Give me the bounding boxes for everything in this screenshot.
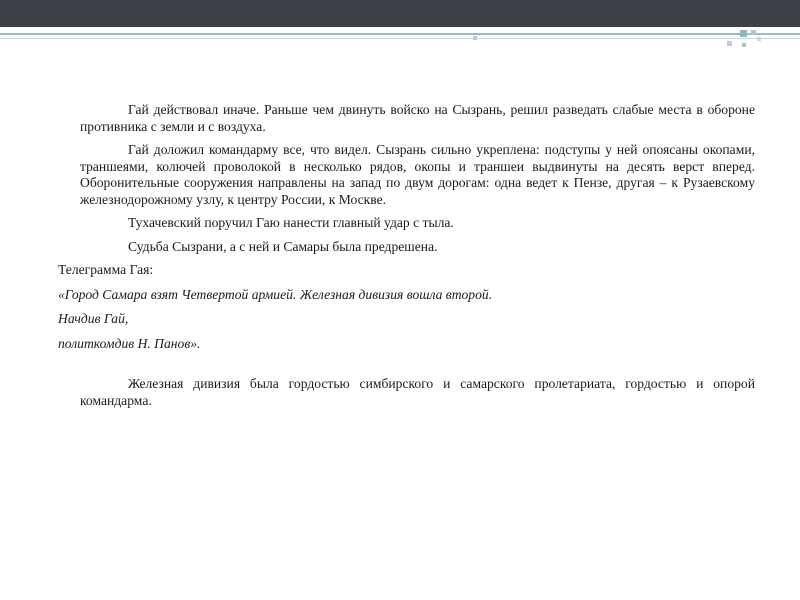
paragraph-iron-division: Железная дивизия была гордостью симбирского и самарского пролетариата, гордостью и опорой командарма.: [80, 376, 755, 408]
spacer: [58, 360, 755, 376]
decorative-square: [740, 30, 747, 37]
paragraph-syzran-defenses: Гай доложил командарму все, что видел. Сызрань сильно укреплена: подступы у ней опоясаны окопами, траншеями, колючей проволокой в несколько рядов, окопы и траншеи выдвинуты на десять верст вперед. Оборонительные сооружения направлены на запад по двум дорогам: одна ведет к Пензе, другая – к Рузаевскому железнодорожному узлу, к центру России, к Москве.: [80, 142, 755, 207]
telegram-signature-gai: Начдив Гай,: [58, 311, 129, 326]
decorative-square: [727, 41, 732, 46]
paragraph-reconnaissance: Гай действовал иначе. Раньше чем двинуть войско на Сызрань, решил разведать слабые места в обороне противника с земли и с воздуха.: [80, 102, 755, 134]
decorative-square: [751, 30, 756, 35]
decorative-square: [742, 43, 746, 47]
paragraph-tukhachevsky-order: Тухачевский поручил Гаю нанести главный удар с тыла.: [128, 215, 454, 230]
decorative-square: [757, 37, 761, 41]
decorative-accent-line-thin: [0, 38, 800, 39]
decorative-accent-line: [0, 33, 800, 35]
decorative-square: [473, 36, 477, 40]
paragraph-fate-of-syzran: Судьба Сызрани, а с ней и Самары была предрешена.: [128, 238, 438, 254]
telegram-heading: Телеграмма Гая:: [58, 262, 154, 277]
slide-text-body: [58, 102, 755, 416]
slide-header-bar: [0, 0, 800, 27]
telegram-signature-panov: политкомдив Н. Панов».: [58, 335, 201, 351]
telegram-body: «Город Самара взят Четвертой армией. Железная дивизия вошла второй.: [58, 286, 493, 302]
